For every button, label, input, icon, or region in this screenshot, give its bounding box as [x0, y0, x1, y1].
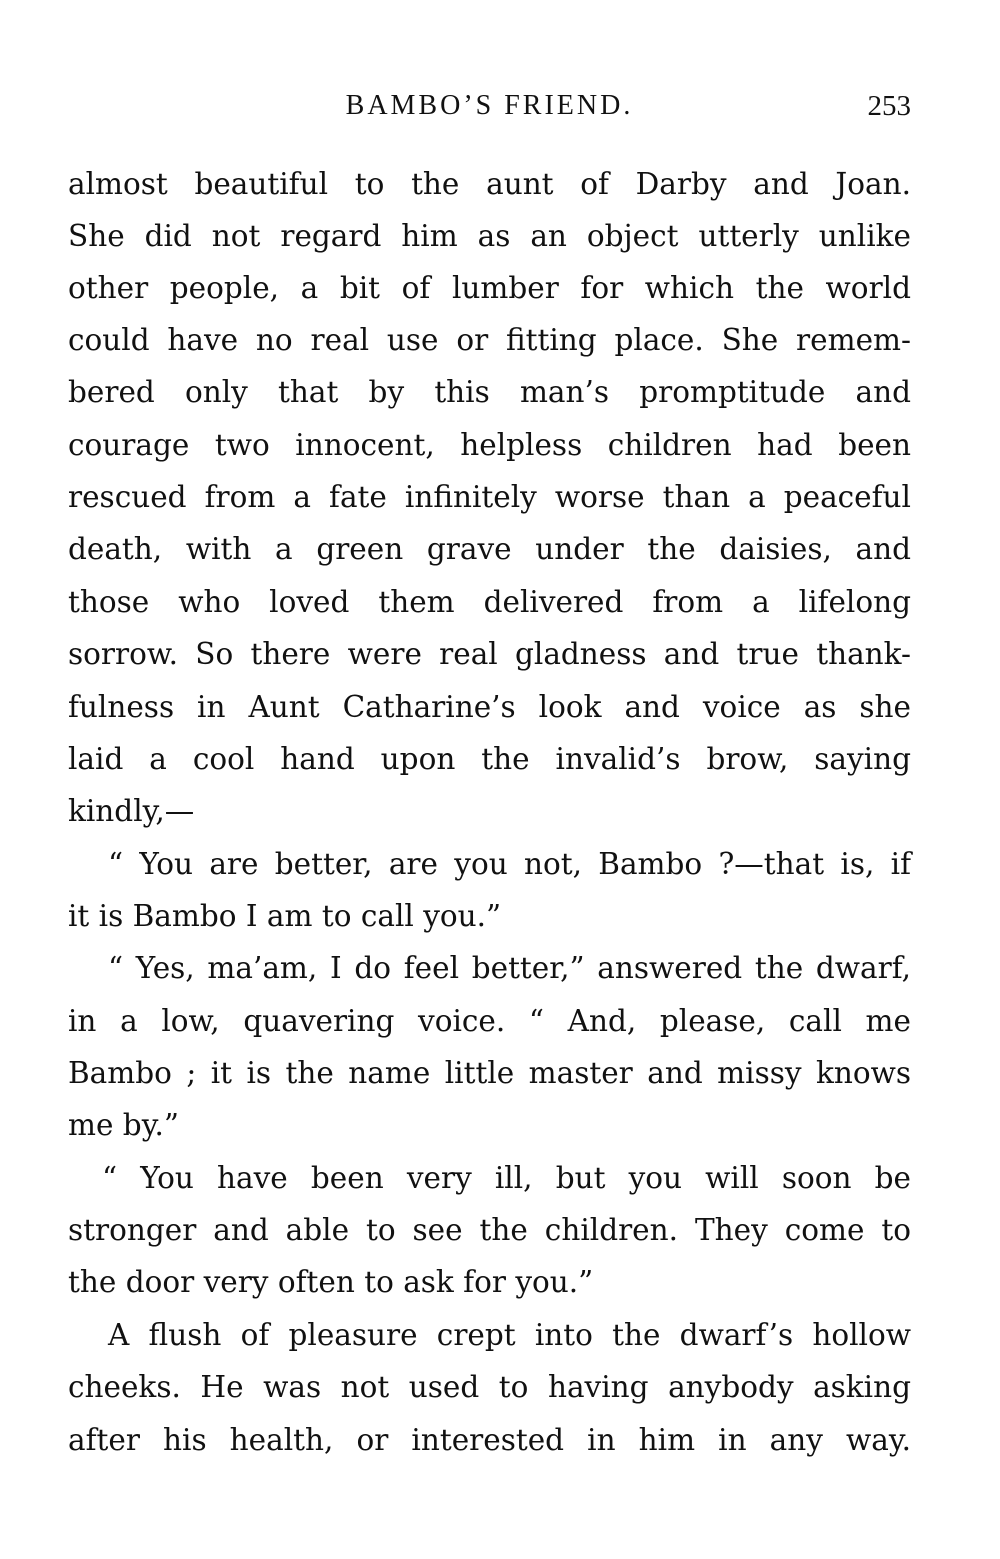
text-line: fulness in Aunt Catharine’s look and voice as she [68, 690, 911, 724]
text-line: A flush of pleasure crept into the dwarf’s hollow [108, 1318, 911, 1352]
text-line: it is Bambo I am to call you.” [68, 899, 502, 933]
page-number: 253 [867, 90, 911, 122]
text-line: “ You are better, are you not, Bambo ?—that is, if [108, 847, 911, 881]
text-line: She did not regard him as an object utterly unlike [68, 219, 911, 253]
text-line: kindly,— [68, 794, 195, 828]
running-head [68, 86, 911, 126]
text-line: other people, a bit of lumber for which the world [68, 271, 911, 305]
text-line: stronger and able to see the children. They come to [68, 1213, 911, 1247]
text-line: “ You have been very ill, but you will soon be [102, 1161, 911, 1195]
text-line: me by.” [68, 1108, 179, 1142]
text-line: those who loved them delivered from a lifelong [68, 585, 911, 619]
text-line: rescued from a fate infinitely worse than a peaceful [68, 480, 911, 514]
text-line: the door very often to ask for you.” [68, 1265, 594, 1299]
text-line: after his health, or interested in him in any way. [68, 1423, 911, 1457]
chapter-title: BAMBO’S FRIEND. [345, 90, 634, 121]
text-line: laid a cool hand upon the invalid’s brow, saying [68, 742, 911, 776]
text-line: death, with a green grave under the daisies, and [68, 532, 911, 566]
text-line: courage two innocent, helpless children had been [68, 428, 911, 462]
text-line: “ Yes, ma’am, I do feel better,” answered the dwarf, [108, 951, 911, 985]
text-line: sorrow. So there were real gladness and true thank- [68, 637, 911, 671]
text-line: could have no real use or fitting place. She remem- [68, 323, 911, 357]
text-line: almost beautiful to the aunt of Darby and Joan. [68, 167, 911, 201]
text-line: in a low, quavering voice. “ And, please, call me [68, 1004, 911, 1038]
text-line: bered only that by this man’s promptitude and [68, 375, 911, 409]
text-line: cheeks. He was not used to having anybody asking [68, 1370, 911, 1404]
text-line: Bambo ; it is the name little master and missy knows [68, 1056, 911, 1090]
